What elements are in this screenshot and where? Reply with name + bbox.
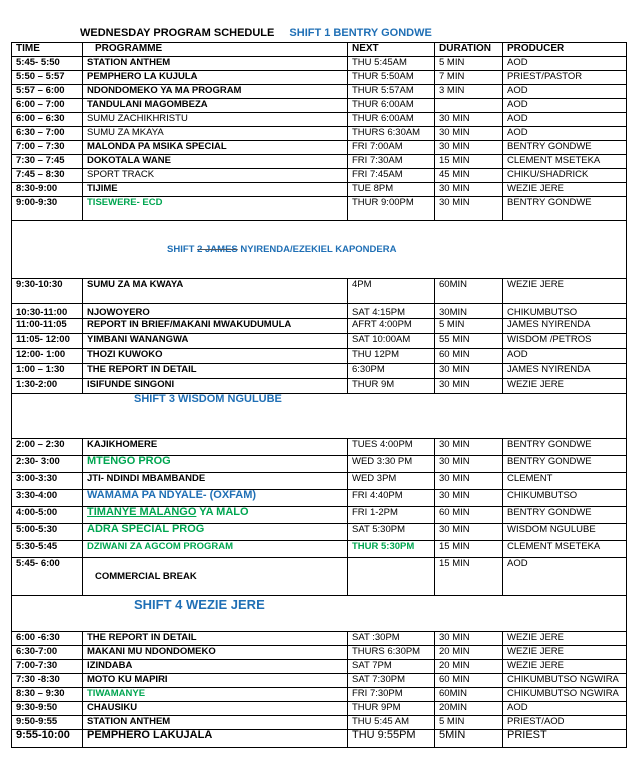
next-cell: THUR 6:00AM (348, 99, 435, 113)
duration-cell: 45 MIN (435, 169, 503, 183)
time-cell: 5:50 – 5:57 (12, 71, 83, 85)
duration-cell: 5 MIN (435, 716, 503, 730)
shift-heading (12, 394, 627, 439)
duration-cell: 7 MIN (435, 71, 503, 85)
duration-cell: 30 MIN (435, 456, 503, 473)
next-cell: THUR 5:57AM (348, 85, 435, 99)
programme-name: MAKANI MU NDONDOMEKO (87, 646, 216, 657)
producer-cell: PRIEST (503, 730, 627, 748)
producer-cell: AOD (503, 85, 627, 99)
producer-cell: WEZIE JERE (503, 379, 627, 394)
programme-name: TANDULANI MAGOMBEZA (87, 99, 208, 110)
producer-cell: CLEMENT MSETEKA (503, 541, 627, 558)
table-row (12, 71, 627, 85)
next-cell: TUE 8PM (348, 183, 435, 197)
next-cell: THUR 5:30PM (348, 541, 435, 558)
producer-cell: WISDOM NGULUBE (503, 524, 627, 541)
programme-cell (83, 364, 348, 379)
time-cell: 7:30 -8:30 (12, 674, 83, 688)
producer-cell: PRIEST/PASTOR (503, 71, 627, 85)
programme-cell (83, 646, 348, 660)
time-cell: 6:30 – 7:00 (12, 127, 83, 141)
programme-cell (83, 439, 348, 456)
duration-cell: 30 MIN (435, 197, 503, 221)
table-row (12, 304, 627, 319)
time-cell: 6:00 – 7:00 (12, 99, 83, 113)
time-cell: 1:30-2:00 (12, 379, 83, 394)
duration-cell: 55 MIN (435, 334, 503, 349)
producer-cell: CLEMENT MSETEKA (503, 155, 627, 169)
duration-cell: 30 MIN (435, 364, 503, 379)
table-row (12, 473, 627, 490)
programme-cell (83, 197, 348, 221)
programme-name: TIWAMANYE (87, 688, 146, 699)
table-row (12, 646, 627, 660)
time-cell: 7:00 – 7:30 (12, 141, 83, 155)
time-cell: 7:00-7:30 (12, 660, 83, 674)
programme-name: COMMERCIAL BREAK (95, 571, 197, 582)
programme-name: WAMAMA PA NDYALE- (OXFAM) (87, 489, 257, 501)
duration-cell: 30 MIN (435, 632, 503, 646)
table-row (12, 716, 627, 730)
time-cell: 4:00-5:00 (12, 507, 83, 524)
table-row (12, 127, 627, 141)
table-row (12, 558, 627, 596)
next-cell: SAT 7:30PM (348, 674, 435, 688)
duration-cell: 30 MIN (435, 113, 503, 127)
table-row (12, 169, 627, 183)
programme-cell (83, 507, 348, 524)
producer-cell: AOD (503, 558, 627, 596)
producer-cell: AOD (503, 57, 627, 71)
duration-cell: 60MIN (435, 279, 503, 304)
next-cell: THUR 9M (348, 379, 435, 394)
programme-name: NDONDOMEKO YA MA PROGRAM (87, 85, 242, 96)
table-row (12, 490, 627, 507)
time-cell: 6:00 -6:30 (12, 632, 83, 646)
programme-cell (83, 279, 348, 304)
duration-cell: 30 MIN (435, 379, 503, 394)
time-cell: 5:30-5:45 (12, 541, 83, 558)
programme-cell (83, 730, 348, 748)
next-cell (348, 558, 435, 596)
table-row (12, 155, 627, 169)
programme-name: THE REPORT IN DETAIL (87, 364, 197, 375)
producer-cell: JAMES NYIRENDA (503, 319, 627, 334)
programme-name: ISIFUNDE SINGONI (87, 379, 175, 390)
programme-name: ADRA SPECIAL PROG (87, 523, 205, 535)
programme-cell (83, 127, 348, 141)
producer-cell: BENTRY GONDWE (503, 507, 627, 524)
table-row (12, 334, 627, 349)
duration-cell: 20 MIN (435, 646, 503, 660)
duration-cell: 20 MIN (435, 660, 503, 674)
programme-name: IZINDABA (87, 660, 133, 671)
duration-cell: 30MIN (435, 304, 503, 319)
time-cell: 8:30 – 9:30 (12, 688, 83, 702)
producer-cell: PRIEST/AOD (503, 716, 627, 730)
duration-cell: 30 MIN (435, 473, 503, 490)
programme-cell (83, 183, 348, 197)
programme-name-suffix: YA MALO (196, 506, 249, 518)
programme-name: YIMBANI WANANGWA (87, 334, 189, 345)
next-cell: SAT :30PM (348, 632, 435, 646)
programme-name: THOZI KUWOKO (87, 349, 163, 360)
table-row (12, 319, 627, 334)
duration-cell: 5 MIN (435, 57, 503, 71)
table-row (12, 702, 627, 716)
next-cell: 4PM (348, 279, 435, 304)
shift-heading (12, 596, 627, 632)
duration-cell: 5 MIN (435, 319, 503, 334)
producer-cell: WEZIE JERE (503, 660, 627, 674)
producer-cell: AOD (503, 99, 627, 113)
shift-heading-row (12, 221, 627, 279)
programme-cell (83, 85, 348, 99)
programme-cell (83, 379, 348, 394)
table-row (12, 524, 627, 541)
next-cell: FRI 7:30PM (348, 688, 435, 702)
next-cell: WED 3PM (348, 473, 435, 490)
shift3-label: SHIFT 3 WISDOM NGULUBE (134, 393, 282, 405)
next-cell: FRI 7:45AM (348, 169, 435, 183)
programme-name: THE REPORT IN DETAIL (87, 632, 197, 643)
shift-heading-row (12, 596, 627, 632)
producer-cell: CHIKUMBUTSO (503, 304, 627, 319)
table-row (12, 57, 627, 71)
next-cell: THU 5:45 AM (348, 716, 435, 730)
programme-cell (83, 319, 348, 334)
producer-cell: WEZIE JERE (503, 279, 627, 304)
duration-cell (435, 99, 503, 113)
programme-cell (83, 632, 348, 646)
duration-cell: 60 MIN (435, 349, 503, 364)
duration-cell: 30 MIN (435, 183, 503, 197)
programme-cell (83, 541, 348, 558)
producer-cell: WEZIE JERE (503, 632, 627, 646)
programme-cell (83, 349, 348, 364)
table-row (12, 632, 627, 646)
time-cell: 5:00-5:30 (12, 524, 83, 541)
time-cell: 5:57 – 6:00 (12, 85, 83, 99)
programme-name: DZIWANI ZA AGCOM PROGRAM (87, 541, 234, 552)
programme-cell (83, 473, 348, 490)
table-row (12, 99, 627, 113)
programme-name: STATION ANTHEM (87, 57, 171, 68)
producer-cell: CHIKUMBUTSO (503, 490, 627, 507)
time-cell: 9:55-10:00 (12, 730, 83, 748)
next-cell: THU 5:45AM (348, 57, 435, 71)
programme-name: NJOWOYERO (87, 307, 150, 318)
shift-heading (12, 221, 627, 279)
time-cell: 6:30-7:00 (12, 646, 83, 660)
time-cell: 5:45- 6:00 (12, 558, 83, 596)
time-cell: 11:05- 12:00 (12, 334, 83, 349)
programme-cell (83, 99, 348, 113)
duration-cell: 30 MIN (435, 490, 503, 507)
producer-cell: BENTRY GONDWE (503, 141, 627, 155)
producer-cell: WEZIE JERE (503, 183, 627, 197)
table-row (12, 379, 627, 394)
next-cell: FRI 1-2PM (348, 507, 435, 524)
next-cell: THU 12PM (348, 349, 435, 364)
title-shift: SHIFT 1 BENTRY GONDWE (289, 27, 432, 39)
programme-name: PEMPHERO LAKUJALA (87, 729, 213, 741)
programme-name: CHAUSIKU (87, 702, 138, 713)
programme-name: TIJIME (87, 183, 118, 194)
time-cell: 9:30-9:50 (12, 702, 83, 716)
time-cell: 3:00-3:30 (12, 473, 83, 490)
producer-cell: WEZIE JERE (503, 646, 627, 660)
duration-cell: 30 MIN (435, 141, 503, 155)
programme-cell (83, 57, 348, 71)
duration-cell: 5MIN (435, 730, 503, 748)
time-cell: 9:30-10:30 (12, 279, 83, 304)
table-row (12, 349, 627, 364)
header-duration: DURATION (435, 43, 503, 57)
schedule-table (11, 42, 627, 748)
table-row (12, 197, 627, 221)
next-cell: THUR 6:00AM (348, 113, 435, 127)
next-cell: AFRT 4:00PM (348, 319, 435, 334)
next-cell: THUR 9:00PM (348, 197, 435, 221)
table-row (12, 660, 627, 674)
duration-cell: 20MIN (435, 702, 503, 716)
producer-cell: CHIKUMBUTSO NGWIRA (503, 688, 627, 702)
table-row (12, 113, 627, 127)
next-cell: 6:30PM (348, 364, 435, 379)
duration-cell: 60MIN (435, 688, 503, 702)
time-cell: 2:00 – 2:30 (12, 439, 83, 456)
programme-name: KAJIKHOMERE (87, 439, 158, 450)
time-cell: 10:30-11:00 (12, 304, 83, 319)
programme-name: REPORT IN BRIEF/MAKANI MWAKUDUMULA (87, 319, 292, 330)
header-time: TIME (12, 43, 83, 57)
shift2-rest: NYIRENDA/EZEKIEL KAPONDERA (237, 244, 397, 255)
time-cell: 5:45- 5:50 (12, 57, 83, 71)
shift2-struck: 2 JAMES (197, 244, 238, 255)
programme-cell (83, 716, 348, 730)
producer-cell: CLEMENT (503, 473, 627, 490)
shift2-prefix: SHIFT (167, 244, 198, 255)
duration-cell: 30 MIN (435, 127, 503, 141)
header-row (12, 43, 627, 57)
producer-cell: BENTRY GONDWE (503, 439, 627, 456)
programme-name: SPORT TRACK (87, 169, 155, 180)
shift-heading-row (12, 394, 627, 439)
next-cell: SAT 10:00AM (348, 334, 435, 349)
programme-name: DOKOTALA WANE (87, 155, 171, 166)
programme-name: TIMANYE MALANGO (87, 506, 197, 518)
table-row (12, 279, 627, 304)
time-cell: 9:00-9:30 (12, 197, 83, 221)
next-cell: SAT 5:30PM (348, 524, 435, 541)
duration-cell: 30 MIN (435, 439, 503, 456)
programme-cell (83, 490, 348, 507)
time-cell: 7:45 – 8:30 (12, 169, 83, 183)
time-cell: 11:00-11:05 (12, 319, 83, 334)
producer-cell: AOD (503, 127, 627, 141)
next-cell: SAT 4:15PM (348, 304, 435, 319)
duration-cell: 60 MIN (435, 507, 503, 524)
programme-name: SUMU ZA MA KWAYA (87, 279, 184, 290)
time-cell: 3:30-4:00 (12, 490, 83, 507)
table-row (12, 674, 627, 688)
document-title (80, 27, 432, 39)
time-cell: 8:30-9:00 (12, 183, 83, 197)
programme-cell (83, 456, 348, 473)
programme-name: MTENGO PROG (87, 455, 171, 467)
next-cell: SAT 7PM (348, 660, 435, 674)
next-cell: THUR 5:50AM (348, 71, 435, 85)
table-row (12, 456, 627, 473)
programme-name: PEMPHERO LA KUJULA (87, 71, 198, 82)
time-cell: 7:30 – 7:45 (12, 155, 83, 169)
programme-name: MALONDA PA MSIKA SPECIAL (87, 141, 227, 152)
table-row (12, 183, 627, 197)
table-row (12, 730, 627, 748)
producer-cell: AOD (503, 113, 627, 127)
producer-cell: AOD (503, 349, 627, 364)
table-row (12, 364, 627, 379)
title-main: WEDNESDAY PROGRAM SCHEDULE (80, 27, 275, 39)
time-cell: 1:00 – 1:30 (12, 364, 83, 379)
duration-cell: 3 MIN (435, 85, 503, 99)
programme-cell (83, 113, 348, 127)
programme-cell (83, 304, 348, 319)
next-cell: THU 9:55PM (348, 730, 435, 748)
programme-cell (83, 702, 348, 716)
next-cell: TUES 4:00PM (348, 439, 435, 456)
producer-cell: BENTRY GONDWE (503, 456, 627, 473)
producer-cell: WISDOM /PETROS (503, 334, 627, 349)
schedule-body (12, 43, 627, 748)
programme-name: SUMU ZACHIKHRISTU (87, 113, 188, 124)
programme-cell (83, 674, 348, 688)
programme-cell (83, 524, 348, 541)
programme-name: SUMU ZA MKAYA (87, 127, 164, 138)
programme-cell (83, 660, 348, 674)
programme-name: MOTO KU MAPIRI (87, 674, 168, 685)
next-cell: THURS 6:30PM (348, 646, 435, 660)
next-cell: WED 3:30 PM (348, 456, 435, 473)
table-row (12, 85, 627, 99)
duration-cell: 30 MIN (435, 524, 503, 541)
programme-cell (83, 71, 348, 85)
programme-cell (83, 155, 348, 169)
programme-cell (83, 141, 348, 155)
table-row (12, 541, 627, 558)
time-cell: 2:30- 3:00 (12, 456, 83, 473)
next-cell: FRI 7:00AM (348, 141, 435, 155)
duration-cell: 60 MIN (435, 674, 503, 688)
programme-name: TISEWERE- ECD (87, 197, 163, 208)
producer-cell: BENTRY GONDWE (503, 197, 627, 221)
next-cell: THUR 9PM (348, 702, 435, 716)
table-row (12, 439, 627, 456)
table-row (12, 507, 627, 524)
header-producer: PRODUCER (503, 43, 627, 57)
next-cell: FRI 7:30AM (348, 155, 435, 169)
programme-cell (83, 558, 348, 596)
programme-cell (83, 688, 348, 702)
producer-cell: JAMES NYIRENDA (503, 364, 627, 379)
producer-cell: AOD (503, 702, 627, 716)
header-programme: PROGRAMME (83, 43, 348, 57)
time-cell: 12:00- 1:00 (12, 349, 83, 364)
duration-cell: 15 MIN (435, 541, 503, 558)
time-cell: 6:00 – 6:30 (12, 113, 83, 127)
table-row (12, 688, 627, 702)
duration-cell: 15 MIN (435, 155, 503, 169)
time-cell: 9:50-9:55 (12, 716, 83, 730)
header-next: NEXT (348, 43, 435, 57)
producer-cell: CHIKUMBUTSO NGWIRA (503, 674, 627, 688)
producer-cell: CHIKU/SHADRICK (503, 169, 627, 183)
programme-name: STATION ANTHEM (87, 716, 171, 727)
next-cell: THURS 6:30AM (348, 127, 435, 141)
programme-name: JTI- NDINDI MBAMBANDE (87, 473, 206, 484)
programme-cell (83, 169, 348, 183)
table-row (12, 141, 627, 155)
next-cell: FRI 4:40PM (348, 490, 435, 507)
duration-cell: 15 MIN (435, 558, 503, 596)
shift4-label: SHIFT 4 WEZIE JERE (134, 597, 265, 612)
programme-cell (83, 334, 348, 349)
